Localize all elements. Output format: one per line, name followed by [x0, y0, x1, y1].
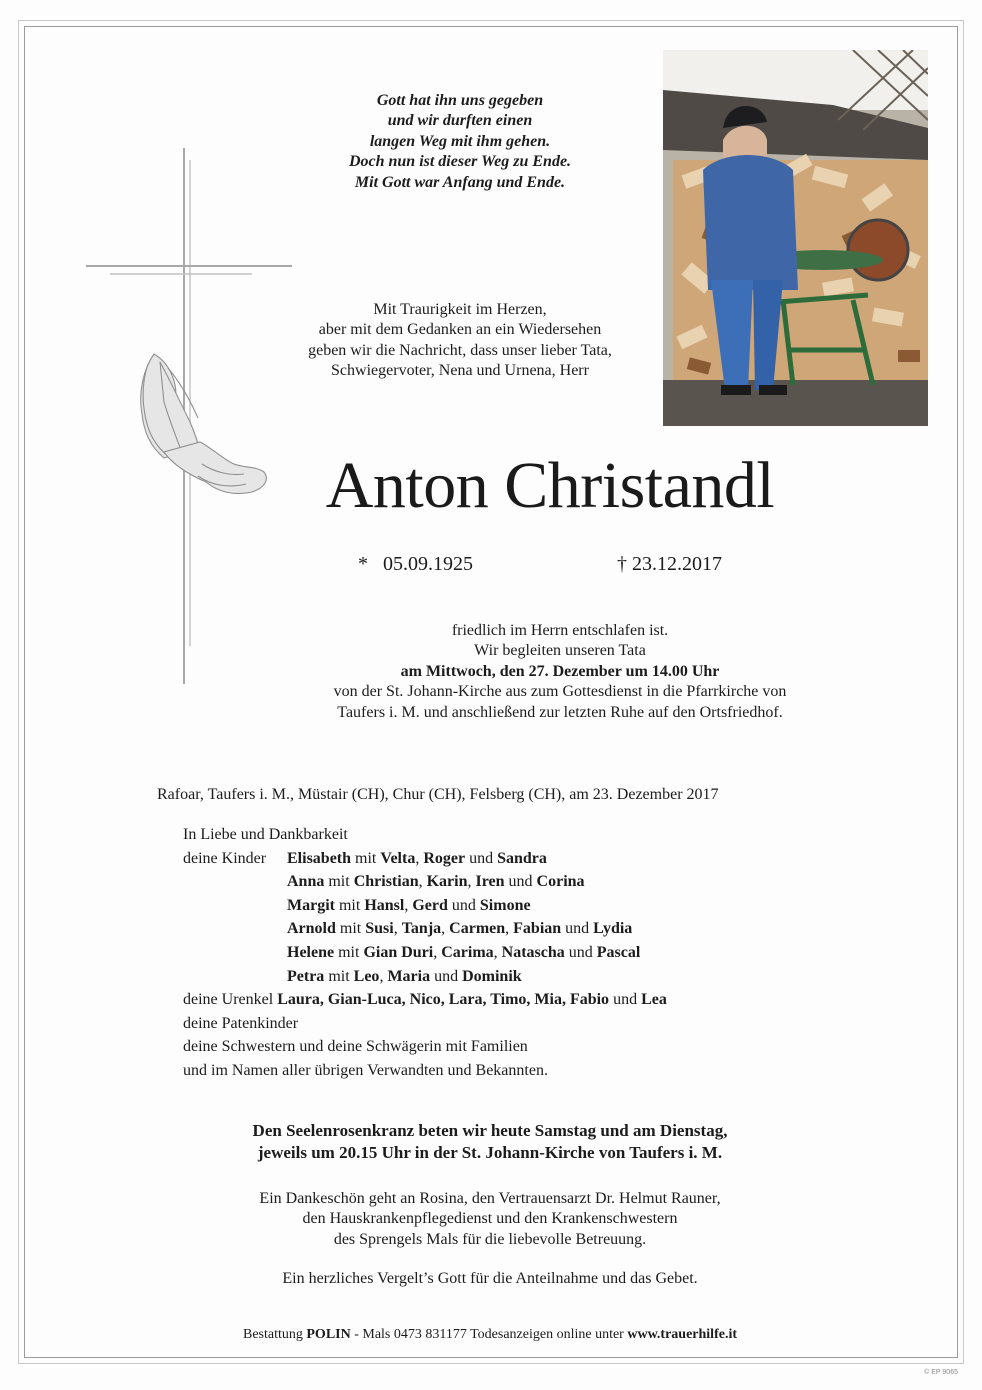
bold-name: Iren [475, 873, 505, 891]
funeral-date: am Mittwoch, den 27. Dezember um 14.00 Uhr [400, 662, 720, 680]
bold-name: Natascha [501, 943, 565, 961]
text-run: , [418, 873, 427, 891]
bold-name: www.trauerhilfe.it [627, 1327, 738, 1342]
intro-line: Schwiegervoter, Nena und Urnena, Herr [331, 362, 589, 380]
text-run: mit [334, 896, 365, 914]
siblings-row: deine Schwestern und deine Schwägerin mit Familien [183, 1038, 528, 1056]
funeral-line: Wir begleiten unseren Tata [474, 642, 646, 660]
rosary-line: jeweils um 20.15 Uhr in der St. Johann-Kirche von Taufers i. M. [257, 1143, 723, 1162]
bold-name: Christian [353, 873, 419, 891]
bold-name: Fabian [513, 920, 562, 938]
intro-text [240, 300, 680, 382]
death-symbol: † [617, 553, 627, 575]
bold-name: Lydia [593, 920, 633, 938]
child-family [287, 920, 632, 937]
bold-name: Maria [387, 967, 431, 985]
poem-line: langen Weg mit ihm gehen. [369, 132, 551, 150]
children-row [183, 847, 667, 871]
bold-name: POLIN [306, 1327, 351, 1342]
poem-line: Mit Gott war Anfang und Ende. [354, 173, 566, 191]
funeral-line: Taufers i. M. und anschließend zur letzten Ruhe auf den Ortsfriedhof. [337, 703, 783, 721]
bold-name: Gian Duri [363, 943, 434, 961]
death-date [617, 553, 722, 576]
bold-name: Margit [287, 896, 335, 914]
birth-date-value: 05.09.1925 [383, 553, 473, 575]
bold-name: Hansl [364, 896, 405, 914]
portrait-photo [663, 50, 928, 426]
bold-name: Susi [365, 920, 394, 938]
text-run: deine Urenkel [183, 991, 278, 1009]
text-run: , [404, 896, 413, 914]
text-run: mit [324, 967, 354, 985]
bold-name: Velta [380, 849, 416, 867]
text-run: , [505, 920, 514, 938]
text-run: und [447, 896, 480, 914]
bold-name: Corina [536, 873, 585, 891]
poem-line: Gott hat ihn uns gegeben [376, 92, 544, 109]
bold-name: Lea [641, 991, 667, 1009]
text-run: - Mals 0473 831177 Todesanzeigen online unter [350, 1327, 628, 1342]
intro-line: geben wir die Nachricht, dass unser lieber Tata, [308, 341, 612, 359]
death-date-value: 23.12.2017 [632, 553, 722, 575]
cross-with-praying-hands-icon [84, 146, 296, 686]
child-family [287, 873, 585, 890]
bold-name: Sandra [497, 849, 547, 867]
intro-line: Mit Traurigkeit im Herzen, [373, 301, 547, 318]
rosary-notice [200, 1120, 780, 1164]
child-family [287, 968, 522, 985]
text-run: , [467, 873, 476, 891]
children-row [183, 894, 667, 918]
child-family [287, 850, 547, 867]
bold-name: Pascal [596, 943, 641, 961]
text-run: , [433, 943, 442, 961]
bold-name: Dominik [462, 967, 522, 985]
bold-name: Roger [423, 849, 466, 867]
text-run: , [441, 920, 450, 938]
bold-name: Tanja [401, 920, 442, 938]
bold-name: Carmen [449, 920, 506, 938]
mourners-list [183, 823, 667, 1083]
poem [270, 91, 650, 193]
text-run: mit [334, 943, 364, 961]
text-run: , [379, 967, 388, 985]
text-run: mit [324, 873, 354, 891]
children-row [183, 965, 667, 989]
funeral-line: friedlich im Herrn entschlafen ist. [451, 622, 669, 639]
thanks-text [190, 1189, 790, 1250]
bold-name: Gerd [412, 896, 448, 914]
text-run: und [609, 991, 642, 1009]
bold-name: Helene [287, 943, 335, 961]
funeral-line: von der St. Johann-Kirche aus zum Gottesdienst in die Pfarrkirche von [333, 683, 787, 701]
intro-line: aber mit dem Gedanken an ein Wiedersehen [318, 321, 602, 339]
text-run: Bestattung [242, 1327, 307, 1342]
bold-name: Petra [287, 967, 325, 985]
text-run: und [465, 849, 498, 867]
text-run: , [493, 943, 502, 961]
bold-name: Arnold [287, 920, 336, 938]
place-and-date: Rafoar, Taufers i. M., Müstair (CH), Chur (CH), Felsberg (CH), am 23. Dezember 2017 [157, 786, 719, 803]
child-family [287, 897, 531, 914]
relatives-row: und im Namen aller übrigen Verwandten und Bekannten. [183, 1061, 548, 1079]
bold-name: Simone [479, 896, 531, 914]
text-run: mit [335, 920, 366, 938]
text-run: und [504, 873, 537, 891]
bold-name: Elisabeth [287, 849, 352, 867]
thanks-line: Ein Dankeschön geht an Rosina, den Vertrauensarzt Dr. Helmut Rauner, [259, 1190, 721, 1207]
bold-name: Carima [441, 943, 494, 961]
bold-name: Anna [287, 873, 325, 891]
thanks-line: des Sprengels Mals für die liebevolle Betreuung. [333, 1230, 647, 1248]
bold-name: Leo [353, 967, 380, 985]
deceased-name: Anton Christandl [325, 449, 775, 522]
funeral-home-footer [150, 1327, 830, 1343]
godchildren-row: deine Patenkinder [183, 1014, 299, 1032]
great-grandchildren-row [183, 988, 667, 1012]
poem-line: Doch nun ist dieser Weg zu Ende. [348, 153, 572, 171]
thanks-line: den Hauskrankenpflegedienst und den Krankenschwestern [302, 1210, 678, 1228]
text-run: , [393, 920, 402, 938]
text-run: mit [351, 849, 381, 867]
text-run: und [561, 920, 594, 938]
bold-name: Karin [426, 873, 468, 891]
closing-thanks: Ein herzliches Vergelt’s Gott für die Anteilnahme und das Gebet. [282, 1270, 698, 1287]
funeral-info [270, 621, 850, 723]
rosary-line: Den Seelenrosenkranz beten wir heute Samstag und am Dienstag, [252, 1121, 728, 1140]
poem-line: und wir durften einen [387, 112, 533, 130]
mourners-opening: In Liebe und Dankbarkeit [183, 826, 348, 843]
bold-name: Laura, Gian-Luca, Nico, Lara, Timo, Mia, Fabio [277, 991, 610, 1009]
text-run: und [564, 943, 597, 961]
text-run: , [415, 849, 424, 867]
children-row [183, 917, 667, 941]
birth-symbol: * [358, 553, 368, 575]
children-label: deine Kinder [183, 849, 267, 867]
copyright-mark: © EP 9065 [924, 1369, 958, 1376]
children-row [183, 941, 667, 965]
birth-date [358, 553, 473, 576]
text-run: und [430, 967, 463, 985]
children-row [183, 870, 667, 894]
child-family [287, 944, 640, 961]
